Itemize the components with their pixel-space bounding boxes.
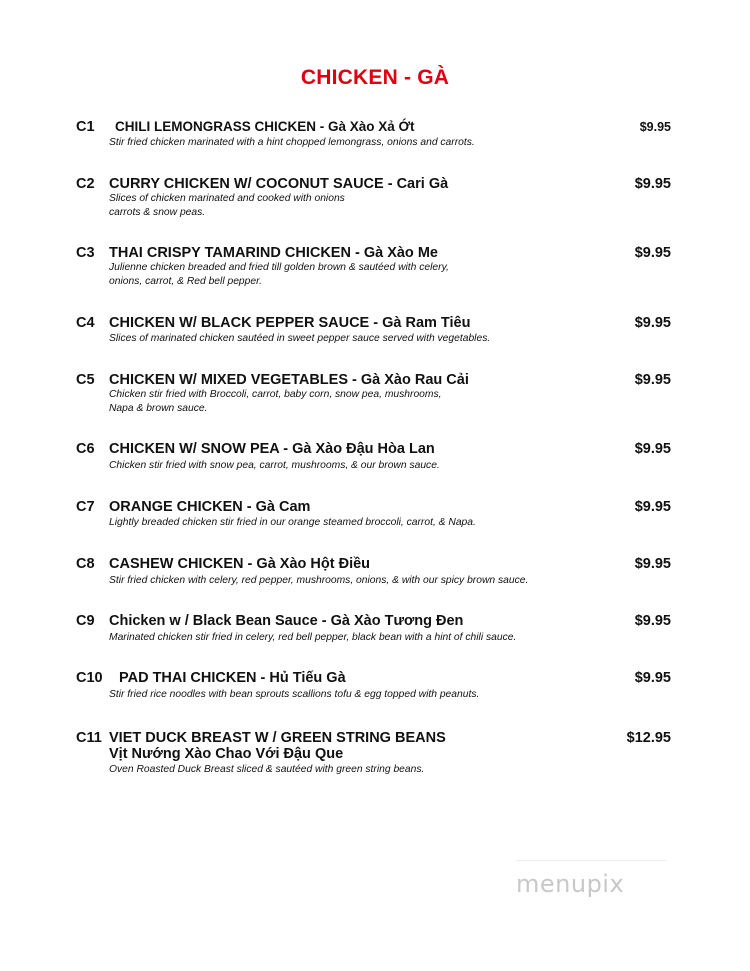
item-description: Stir fried chicken marinated with a hint chopped lemongrass, onions and carrots.: [109, 137, 475, 148]
item-code: C3: [76, 245, 95, 261]
item-price: $9.95: [634, 176, 671, 192]
item-price: $9.95: [634, 441, 671, 457]
item-description: onions, carrot, & Red bell pepper.: [109, 276, 263, 287]
item-name: CHILI LEMONGRASS CHICKEN - Gà Xào Xả Ớt: [115, 119, 415, 134]
item-code: C1: [76, 119, 95, 135]
item-name: CHICKEN W/ MIXED VEGETABLES - Gà Xào Rau Cải: [109, 372, 469, 388]
item-name: THAI CRISPY TAMARIND CHICKEN - Gà Xào Me: [109, 245, 438, 261]
watermark-logo: menupix: [516, 870, 625, 898]
item-name: VIET DUCK BREAST W / GREEN STRING BEANS: [109, 730, 446, 746]
item-description: carrots & snow peas.: [109, 207, 206, 218]
item-description: Slices of chicken marinated and cooked with onions: [109, 193, 345, 204]
item-price: $9.95: [634, 670, 671, 686]
item-description: Napa & brown sauce.: [109, 403, 208, 414]
item-code: C7: [76, 499, 95, 515]
item-description: Lightly breaded chicken stir fried in our orange steamed broccoli, carrot, & Napa.: [109, 517, 476, 528]
item-name: CHICKEN W/ BLACK PEPPER SAUCE - Gà Ram Tiêu: [109, 315, 471, 331]
item-name: ORANGE CHICKEN - Gà Cam: [109, 499, 311, 515]
item-price: $9.95: [634, 372, 671, 388]
item-price: $9.95: [634, 613, 671, 629]
item-description: Julienne chicken breaded and fried till golden brown & sautéed with celery,: [109, 262, 449, 273]
item-description: Marinated chicken stir fried in celery, red bell pepper, black bean with a hint of chili sauce.: [109, 632, 517, 643]
watermark-divider: [516, 860, 666, 861]
item-code: C4: [76, 315, 95, 331]
page-title: CHICKEN - GÀ: [300, 66, 450, 89]
item-price: $9.95: [639, 120, 671, 134]
item-name: PAD THAI CHICKEN - Hủ Tiếu Gà: [119, 670, 346, 686]
item-code: C10: [76, 670, 103, 686]
item-price: $9.95: [634, 245, 671, 261]
item-code: C2: [76, 176, 95, 192]
item-price: $12.95: [626, 730, 671, 746]
item-name: Chicken w / Black Bean Sauce - Gà Xào Tương Đen: [109, 613, 464, 629]
item-name-vietnamese: Vịt Nướng Xào Chao Với Đậu Que: [109, 746, 344, 762]
item-code: C6: [76, 441, 95, 457]
item-description: Oven Roasted Duck Breast sliced & sautéed with green string beans.: [109, 764, 425, 775]
item-description: Chicken stir fried with Broccoli, carrot, baby corn, snow pea, mushrooms,: [109, 389, 442, 400]
item-description: Stir fried rice noodles with bean sprouts scallions tofu & egg topped with peanuts.: [109, 689, 480, 700]
item-name: CASHEW CHICKEN - Gà Xào Hột Điều: [109, 556, 371, 572]
item-description: Stir fried chicken with celery, red pepper, mushrooms, onions, & with our spicy brown sauce.: [109, 575, 529, 586]
item-name: CHICKEN W/ SNOW PEA - Gà Xào Đậu Hòa Lan: [109, 441, 435, 457]
item-name: CURRY CHICKEN W/ COCONUT SAUCE - Cari Gà: [109, 176, 449, 192]
item-price: $9.95: [634, 315, 671, 331]
item-code: C9: [76, 613, 95, 629]
item-description: Slices of marinated chicken sautéed in sweet pepper sauce served with vegetables.: [109, 333, 491, 344]
item-code: C8: [76, 556, 95, 572]
item-price: $9.95: [634, 556, 671, 572]
item-description: Chicken stir fried with snow pea, carrot, mushrooms, & our brown sauce.: [109, 460, 440, 471]
item-code: C5: [76, 372, 95, 388]
item-code: C11: [76, 730, 102, 746]
item-price: $9.95: [634, 499, 671, 515]
